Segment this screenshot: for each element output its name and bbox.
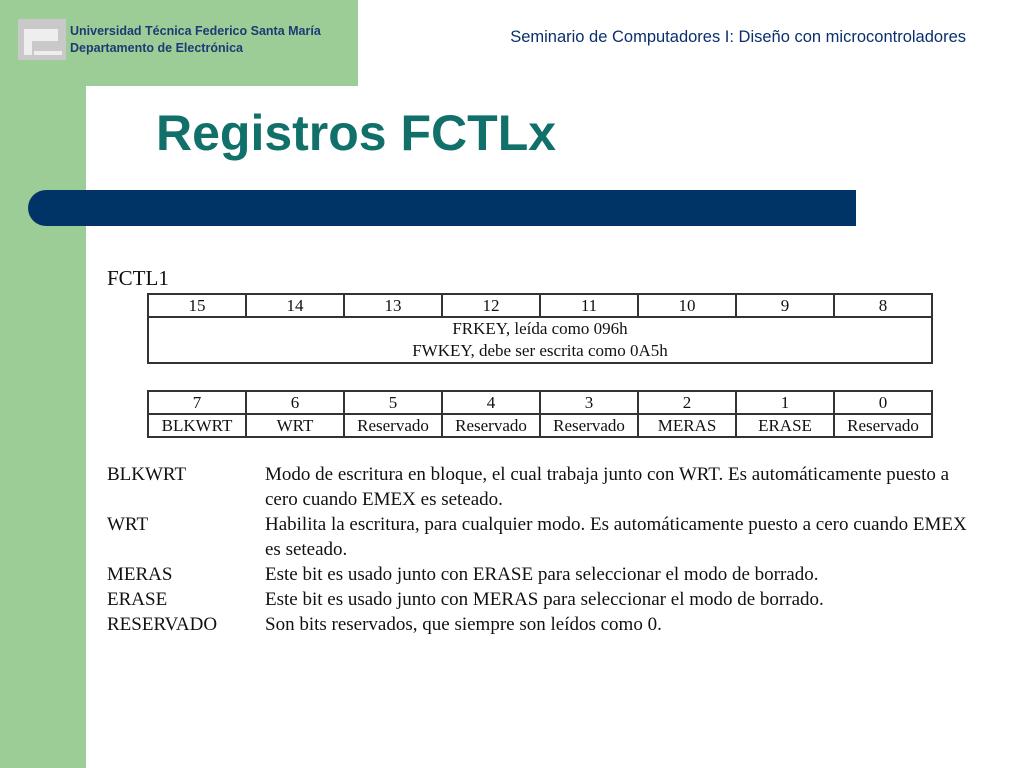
high-field-row (148, 317, 932, 363)
description-row (107, 587, 987, 612)
register-high-byte-table (147, 293, 933, 364)
bit-number-cell: 2 (638, 391, 736, 414)
high-bit-numbers-row (148, 294, 932, 317)
description-text: Modo de escritura en bloque, el cual trabaja junto con WRT. Es automáticamente puesto a cero cuando EMEX es seteado. (265, 464, 950, 510)
university-logo-icon (18, 19, 66, 60)
bit-number-cell: 13 (344, 294, 442, 317)
register-low-byte-table (147, 390, 933, 438)
description-row (107, 462, 987, 512)
description-text: Habilita la escritura, para cualquier modo. Es automáticamente puesto a cero cuando EMEX es seteado. (265, 514, 967, 560)
description-row (107, 512, 987, 562)
bit-number-cell: 14 (246, 294, 344, 317)
bit-field-cell: WRT (246, 414, 344, 437)
description-term: ERASE (107, 589, 168, 610)
bit-field-cell: MERAS (638, 414, 736, 437)
description-term: RESERVADO (107, 614, 218, 635)
register-name: FCTL1 (107, 266, 169, 290)
description-row (107, 612, 987, 637)
fwkey-text: FWKEY, debe ser escrita como 0A5h (412, 341, 668, 360)
bit-field-cell: Reservado (540, 414, 638, 437)
university-name: Universidad Técnica Federico Santa María (70, 24, 321, 38)
low-bit-numbers-row (148, 391, 932, 414)
bit-number-cell: 15 (148, 294, 246, 317)
university-block (70, 23, 321, 56)
bit-number-cell: 4 (442, 391, 540, 414)
description-term: BLKWRT (107, 464, 187, 485)
description-text: Este bit es usado junto con ERASE para seleccionar el modo de borrado. (265, 564, 819, 585)
bit-number-cell: 12 (442, 294, 540, 317)
bit-number-cell: 10 (638, 294, 736, 317)
bit-descriptions (107, 462, 987, 637)
bit-number-cell: 11 (540, 294, 638, 317)
description-term: MERAS (107, 564, 173, 585)
bit-number-cell: 9 (736, 294, 834, 317)
description-text: Son bits reservados, que siempre son leídos como 0. (265, 614, 662, 635)
description-row (107, 562, 987, 587)
seminar-title: Seminario de Computadores I: Diseño con microcontroladores (510, 28, 966, 46)
slide-title: Registros FCTLx (156, 105, 557, 161)
bit-field-cell: ERASE (736, 414, 834, 437)
frkey-text: FRKEY, leída como 096h (452, 319, 628, 338)
department-name: Departamento de Electrónica (70, 40, 243, 55)
bit-field-cell: Reservado (442, 414, 540, 437)
bit-field-cell: Reservado (834, 414, 932, 437)
description-term: WRT (107, 514, 149, 535)
bit-number-cell: 1 (736, 391, 834, 414)
bit-number-cell: 0 (834, 391, 932, 414)
key-field-cell (148, 317, 932, 363)
bit-number-cell: 8 (834, 294, 932, 317)
left-green-band (0, 0, 86, 768)
bit-number-cell: 7 (148, 391, 246, 414)
bit-number-cell: 6 (246, 391, 344, 414)
title-divider-bar (28, 190, 856, 226)
bit-field-cell: BLKWRT (148, 414, 246, 437)
bit-number-cell: 3 (540, 391, 638, 414)
bit-field-cell: Reservado (344, 414, 442, 437)
bit-number-cell: 5 (344, 391, 442, 414)
description-text: Este bit es usado junto con MERAS para seleccionar el modo de borrado. (265, 589, 824, 610)
low-field-row (148, 414, 932, 437)
